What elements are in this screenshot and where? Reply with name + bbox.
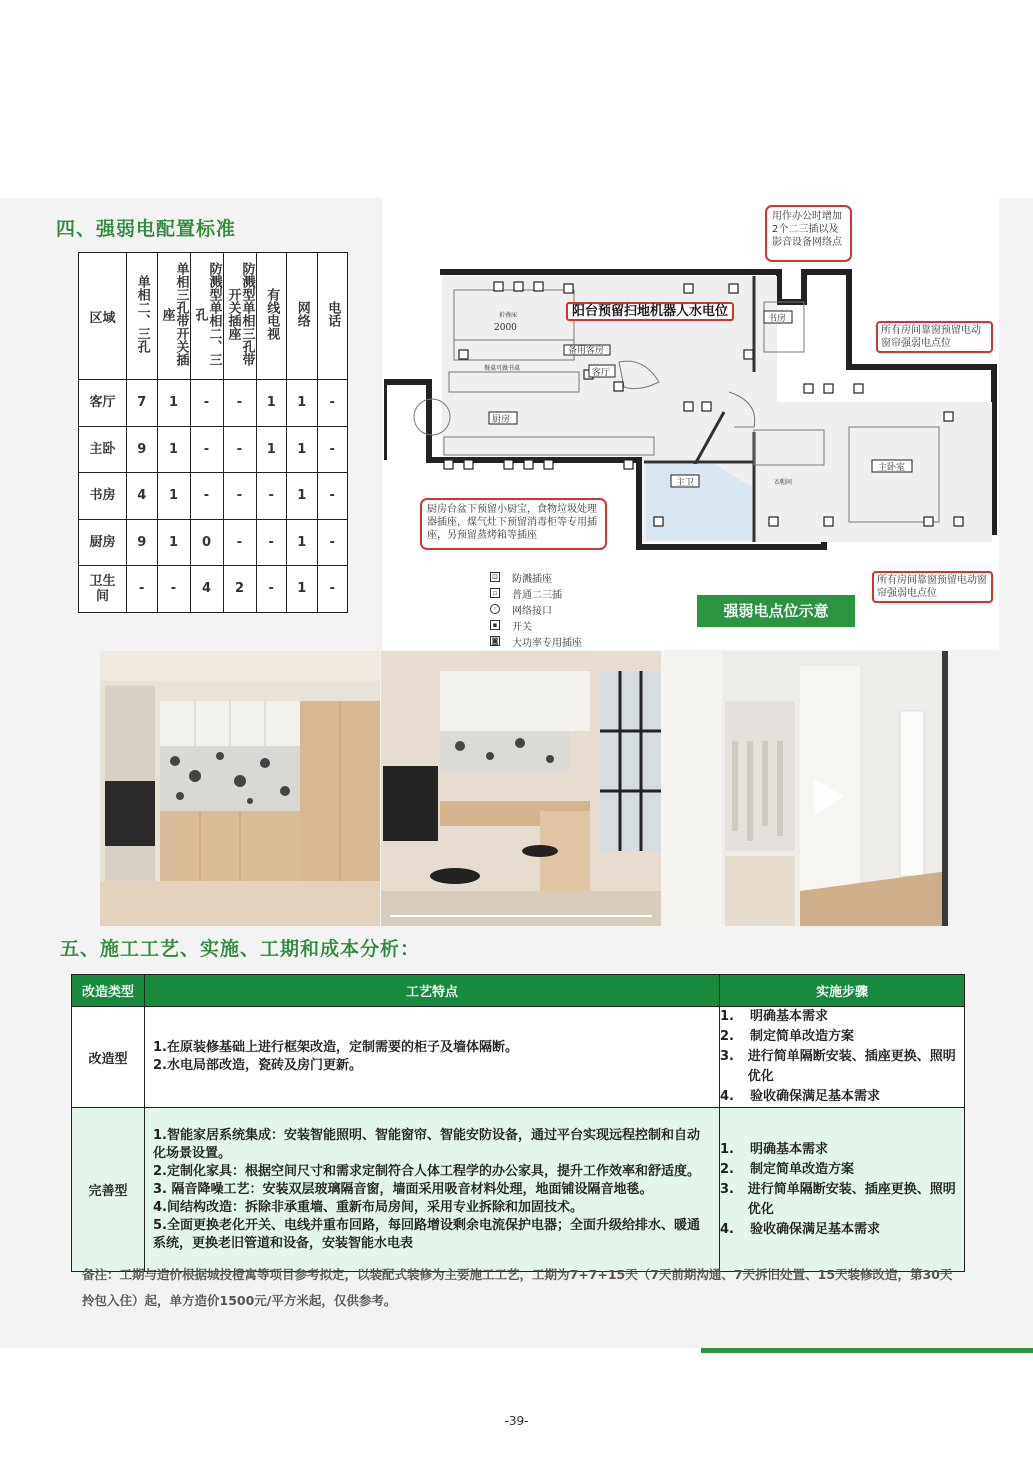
table-cell: 4 bbox=[190, 566, 223, 613]
room-label-study: 书房 bbox=[768, 314, 787, 324]
callout-robot: 阳台预留扫地机器人水电位 bbox=[566, 302, 734, 321]
table-row bbox=[79, 566, 348, 613]
table-cell: - bbox=[317, 426, 348, 473]
room-label-master-bath: 主卫 bbox=[676, 478, 695, 488]
table-cell: - bbox=[190, 473, 223, 520]
feature-item: 1.在原装修基础上进行框架改造，定制需要的柜子及墙体隔断。 bbox=[153, 1040, 518, 1055]
network-port-icon: ◦ bbox=[490, 604, 500, 614]
header-col: 防溅型单相三孔带开关插座 bbox=[223, 253, 256, 380]
header-col: 电话 bbox=[317, 253, 348, 380]
feature-item: 5.全面更换老化开关、电线并重布回路，每回路增设剩余电流保护电器；全面升级给排水、暖通系统，更换老旧管道和设备，安装智能水电表 bbox=[153, 1217, 700, 1251]
table-cell: - bbox=[317, 566, 348, 613]
table-cell: 1 bbox=[287, 473, 318, 520]
table-cell: - bbox=[190, 426, 223, 473]
table-cell: - bbox=[256, 519, 287, 566]
legend-item: ▪ 开关 bbox=[490, 617, 582, 633]
table-row bbox=[72, 1108, 965, 1272]
type-cell: 完善型 bbox=[72, 1108, 145, 1272]
header-col: 单相二、三孔 bbox=[127, 253, 158, 380]
table-cell: 9 bbox=[127, 426, 158, 473]
steps-cell bbox=[720, 1108, 965, 1272]
table-cell: 1 bbox=[256, 426, 287, 473]
table-cell: - bbox=[256, 473, 287, 520]
table-row bbox=[79, 519, 348, 566]
table-cell: 9 bbox=[127, 519, 158, 566]
table-cell: - bbox=[157, 566, 190, 613]
header-col: 单相三孔带开关插座 bbox=[157, 253, 190, 380]
features-cell bbox=[145, 1108, 720, 1272]
room-label-size: 2000 bbox=[494, 323, 517, 333]
callout-office: 用作办公时增加2个二三插以及影音设备网络点 bbox=[765, 205, 852, 262]
callout-curtain-bottom: 所有房间靠窗预留电动窗帘强弱电点位 bbox=[872, 571, 993, 603]
step-item: 3. 进行简单隔断安装、插座更换、照明优化 bbox=[720, 1181, 956, 1217]
table-cell: - bbox=[223, 426, 256, 473]
table-cell: - bbox=[317, 380, 348, 427]
feature-item: 1.智能家居系统集成：安装智能照明、智能窗帘、智能安防设备，通过平台实现远程控制和自动化场景设置。 bbox=[153, 1127, 700, 1161]
step-item: 2. 制定简单改造方案 bbox=[720, 1161, 855, 1177]
room-label-wardrobe: 衣帽间 bbox=[774, 479, 793, 486]
room-label-master-bed: 主卧室 bbox=[878, 463, 906, 473]
header-steps: 实施步骤 bbox=[720, 975, 965, 1007]
power-config-table bbox=[78, 252, 348, 613]
table-cell: - bbox=[317, 473, 348, 520]
legend-item: ◙ 大功率专用插座 bbox=[491, 637, 582, 649]
switch-icon: ▪ bbox=[490, 620, 500, 630]
table-cell: - bbox=[256, 566, 287, 613]
table-cell: 1 bbox=[157, 426, 190, 473]
footnote: 备注：工期与造价根据城投橙寓等项目参考拟定，以装配式装修为主要施工工艺，工期为7+7+15天（7天前期沟通、7天拆旧处置、15天装修改造，第30天拎包入住）起，单方造价1500元/平方米起，仅供参考。 bbox=[82, 1267, 953, 1308]
legend-item: ⊡ 防溅插座 bbox=[490, 569, 582, 585]
video-play-icon[interactable] bbox=[808, 772, 848, 822]
header-type: 改造类型 bbox=[72, 975, 145, 1007]
table-cell: - bbox=[317, 519, 348, 566]
table-header-row bbox=[79, 253, 348, 380]
table-cell: - bbox=[223, 519, 256, 566]
step-item: 2. 制定简单改造方案 bbox=[720, 1029, 855, 1044]
table-row bbox=[79, 473, 348, 520]
table-cell: 1 bbox=[287, 566, 318, 613]
page-number: -39- bbox=[504, 1414, 529, 1428]
steps-cell bbox=[720, 1007, 965, 1108]
table-cell: 1 bbox=[287, 380, 318, 427]
feature-item: 2.水电局部改造，瓷砖及房门更新。 bbox=[153, 1058, 362, 1073]
floorplan-badge: 强弱电点位示意 bbox=[697, 595, 855, 627]
table-header-row bbox=[72, 975, 965, 1007]
legend-item: ◦ 网络接口 bbox=[490, 601, 582, 617]
table-cell: - bbox=[127, 566, 158, 613]
table-row bbox=[79, 426, 348, 473]
table-cell: 7 bbox=[127, 380, 158, 427]
table-cell: 客厅 bbox=[79, 380, 127, 427]
room-label-dining: 餐桌可做书桌 bbox=[484, 365, 521, 372]
type-cell: 改造型 bbox=[72, 1007, 145, 1108]
table-cell: 书房 bbox=[79, 473, 127, 520]
step-item: 1. 明确基本需求 bbox=[720, 1009, 829, 1024]
section5-title: 五、施工工艺、实施、工期和成本分析： bbox=[60, 938, 421, 960]
header-zone: 区域 bbox=[79, 253, 127, 380]
step-item: 4. 验收确保满足基本需求 bbox=[720, 1089, 881, 1104]
table-cell: 0 bbox=[190, 519, 223, 566]
step-item: 4. 验收确保满足基本需求 bbox=[720, 1221, 881, 1237]
room-label-bed: 折叠床 bbox=[499, 312, 518, 319]
room-label-kitchen: 厨房 bbox=[492, 415, 511, 425]
feature-item: 4.间结构改造：拆除非承重墙、重新布局房间，采用专业拆除和加固技术。 bbox=[153, 1199, 583, 1215]
table-cell: 1 bbox=[157, 473, 190, 520]
high-power-socket-icon: ◙ bbox=[491, 637, 499, 645]
table-cell: 1 bbox=[287, 519, 318, 566]
floorplan-legend bbox=[490, 569, 582, 649]
table-cell: - bbox=[190, 380, 223, 427]
dining-photo bbox=[381, 651, 661, 926]
kitchen-photo bbox=[100, 651, 380, 926]
step-item: 3. 进行简单隔断安装、插座更换、照明优化 bbox=[720, 1049, 956, 1084]
table-cell: - bbox=[223, 473, 256, 520]
room-label-living: 客厅 bbox=[592, 368, 611, 378]
header-features: 工艺特点 bbox=[145, 975, 720, 1007]
panel-edge bbox=[999, 198, 1033, 650]
step-item: 1. 明确基本需求 bbox=[720, 1141, 829, 1157]
section4-title: 四、强弱电配置标准 bbox=[56, 218, 237, 240]
table-cell: 主卧 bbox=[79, 426, 127, 473]
callout-curtain-top: 所有房间靠窗预留电动窗帘强弱电点位 bbox=[876, 321, 993, 353]
table-row bbox=[79, 380, 348, 427]
header-col: 网络 bbox=[287, 253, 318, 380]
construction-plan-table bbox=[71, 974, 965, 1272]
table-cell: 2 bbox=[223, 566, 256, 613]
socket-icon: ▫ bbox=[490, 588, 500, 598]
table-cell: 卫生间 bbox=[79, 566, 127, 613]
header-col: 防溅型单相二、三孔 bbox=[190, 253, 223, 380]
splash-socket-icon: ⊡ bbox=[490, 572, 500, 582]
table-row bbox=[72, 1007, 965, 1108]
callout-kitchen: 厨房台盆下预留小厨宝，食物垃圾处理器插座，煤气灶下预留消毒柜等专用插座，另预留蒸烤箱等插座 bbox=[420, 498, 607, 550]
table-cell: 1 bbox=[157, 519, 190, 566]
table-cell: 1 bbox=[287, 426, 318, 473]
table-cell: - bbox=[223, 380, 256, 427]
table-cell: 1 bbox=[157, 380, 190, 427]
table-cell: 1 bbox=[256, 380, 287, 427]
legend-item: ▫ 普通二三插 bbox=[490, 585, 582, 601]
feature-item: 2.定制化家具：根据空间尺寸和需求定制符合人体工程学的办公家具，提升工作效率和舒适度。 bbox=[153, 1163, 700, 1179]
header-col: 有线电视 bbox=[256, 253, 287, 380]
bottom-accent-bar bbox=[701, 1348, 1033, 1353]
table-cell: 4 bbox=[127, 473, 158, 520]
feature-item: 3. 隔音降噪工艺：安装双层玻璃隔音窗，墙面采用吸音材料处理，地面铺设隔音地毯。 bbox=[153, 1181, 653, 1197]
table-cell: 厨房 bbox=[79, 519, 127, 566]
closet-photo bbox=[662, 651, 948, 926]
room-label-guest: 备用客房 bbox=[568, 346, 605, 356]
features-cell bbox=[145, 1007, 720, 1108]
